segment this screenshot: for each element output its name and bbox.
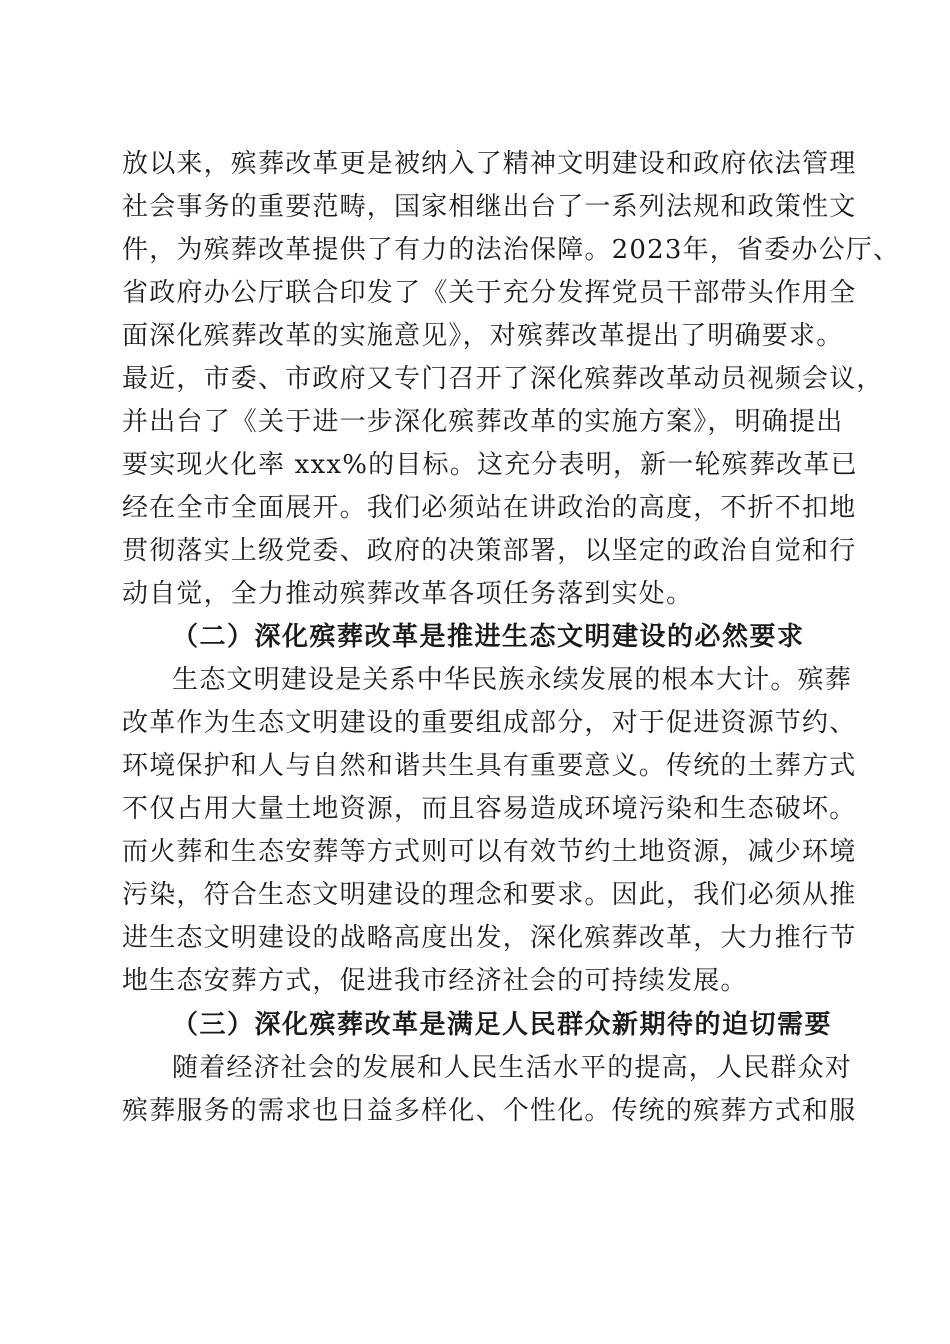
paragraph-1-line-6: 最近，市委、市政府又专门召开了深化殡葬改革动员视频会议，: [122, 364, 884, 394]
paragraph-2-line-3: 环境保护和人与自然和谐共生具有重要意义。传统的土葬方式: [122, 751, 857, 781]
paragraph-1-line-11: 动自觉，全力推动殡葬改革各项任务落到实处。: [122, 579, 694, 609]
paragraph-1-line-2: 社会事务的重要范畴，国家相继出台了一系列法规和政策性文: [122, 192, 857, 222]
paragraph-2-line-2: 改革作为生态文明建设的重要组成部分，对于促进资源节约、: [122, 708, 857, 738]
paragraph-2-line-7: 进生态文明建设的战略高度出发，深化殡葬改革，大力推行节: [122, 923, 857, 953]
paragraph-2-line-4: 不仅占用大量土地资源，而且容易造成环境污染和生态破坏。: [122, 794, 857, 824]
section-heading-3: （三）深化殡葬改革是满足人民群众新期待的迫切需要: [172, 1010, 833, 1040]
paragraph-1-line-8: 要实现火化率 xxx%的目标。这充分表明，新一轮殡葬改革已: [122, 450, 858, 480]
paragraph-1-line-9: 经在全市全面展开。我们必须站在讲政治的高度，不折不扣地: [122, 493, 857, 523]
paragraph-2-line-1: 生态文明建设是关系中华民族永续发展的根本大计。殡葬: [172, 665, 853, 695]
paragraph-1-line-4: 省政府办公厅联合印发了《关于充分发挥党员干部带头作用全: [122, 278, 857, 308]
paragraph-1-line-1: 放以来，殡葬改革更是被纳入了精神文明建设和政府依法管理: [122, 149, 857, 179]
paragraph-3-line-2: 殡葬服务的需求也日益多样化、个性化。传统的殡葬方式和服: [122, 1096, 857, 1126]
section-heading-2: （二）深化殡葬改革是推进生态文明建设的必然要求: [172, 622, 805, 652]
paragraph-1-line-7: 并出台了《关于进一步深化殡葬改革的实施方案》，明确提出: [122, 407, 844, 437]
paragraph-1-line-3: 件，为殡葬改革提供了有力的法治保障。2023年，省委办公厅、: [122, 235, 901, 265]
paragraph-2-line-6: 污染，符合生态文明建设的理念和要求。因此，我们必须从推: [122, 880, 857, 910]
paragraph-2-line-5: 而火葬和生态安葬等方式则可以有效节约土地资源，减少环境: [122, 837, 857, 867]
paragraph-3-line-1: 随着经济社会的发展和人民生活水平的提高，人民群众对: [172, 1053, 853, 1083]
paragraph-1-line-10: 贯彻落实上级党委、政府的决策部署，以坚定的政治自觉和行: [122, 536, 857, 566]
paragraph-1-line-5: 面深化殡葬改革的实施意见》，对殡葬改革提出了明确要求。: [122, 321, 844, 351]
paragraph-2-line-8: 地生态安葬方式，促进我市经济社会的可持续发展。: [122, 966, 748, 996]
